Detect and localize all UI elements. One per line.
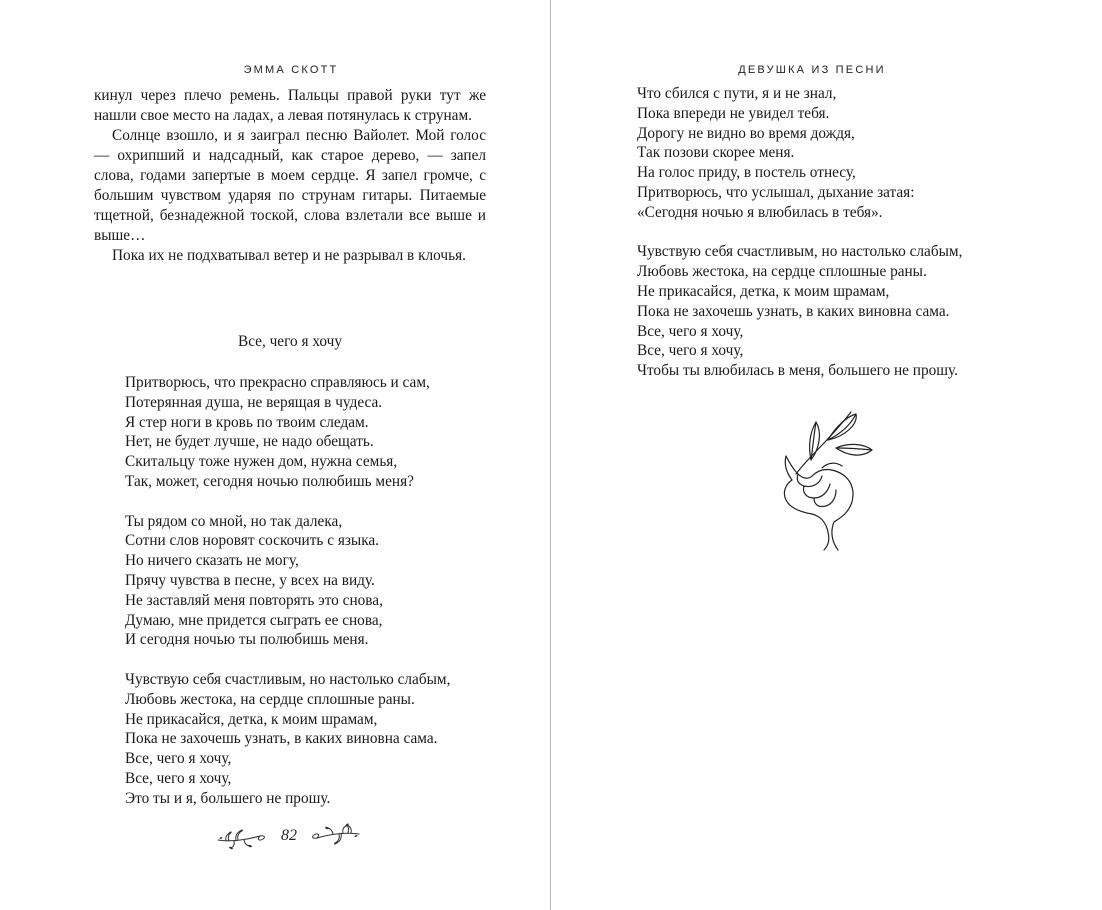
verse-line: «Сегодня ночью я влюбилась в тебя». [637,203,883,221]
verse-line: Все, чего я хочу, [637,342,744,360]
poem-left [125,373,505,828]
verse-line: Дорогу не видно во время дождя, [637,124,855,142]
verse-line: Нет, не будет лучше, не надо обещать. [125,433,374,451]
verse-line: Все, чего я хочу, [125,769,232,787]
verse-line: И сегодня ночью ты полюбишь меня. [125,631,369,649]
stanza [125,512,505,651]
verse-line: Думаю, мне придется сыграть ее снова, [125,611,383,629]
verse-line: Не прикасайся, детка, к моим шрамам, [125,710,378,728]
left-page [0,0,550,910]
verse-line: Все, чего я хочу, [637,322,744,340]
verse-line: Так позови скорее меня. [637,144,795,162]
verse-line: Не прикасайся, детка, к моим шрамам, [637,282,890,300]
poem-right [637,84,1017,401]
verse-line: Все, чего я хочу, [125,750,232,768]
verse-line: Пока не захочешь узнать, в каких виновна сама. [637,302,950,320]
paragraph: кинул через плечо ремень. Пальцы правой руки тут же нашли свое место на ладах, а левая потянулась к струнам. [94,87,486,124]
verse-line: Чувствую себя счастливым, но настолько слабым, [125,670,451,688]
running-head-title: ДЕВУШКА ИЗ ПЕСНИ [738,64,886,76]
paragraph: Солнце взошло, и я заиграл песню Вайолет. Мой голос — охрипший и надсадный, как старое дерево, — запел слова, годами запертые в моем сердце. Я запел громче, с большим чувством ударяя по струнам гитары. Питаемые тщетной, безнадежной тоской, слова взлетали все выше и выше… [94,127,486,244]
stanza [637,242,1017,381]
verse-line: Что сбился с пути, я и не знал, [637,85,837,102]
verse-line: Притворюсь, что услышал, дыхание затая: [637,183,915,201]
hand-holding-sprig-icon [756,404,876,554]
poem-title: Все, чего я хочу [238,333,342,350]
verse-line: Притворюсь, что прекрасно справляюсь и сам, [125,374,430,391]
prose-block [94,86,486,266]
verse-line: Пока не захочешь узнать, в каких виновна сама. [125,730,438,748]
verse-line: На голос приду, в постель отнесу, [637,164,856,182]
stanza [637,84,1017,223]
right-page [551,0,1102,910]
verse-line: Пока впереди не увидел тебя. [637,104,830,122]
verse-line: Так, может, сегодня ночью полюбишь меня? [125,472,414,490]
verse-line: Ты рядом со мной, но так далека, [125,512,343,530]
right-sprig-ornament-icon [309,820,361,852]
verse-line: Скитальцу тоже нужен дом, нужна семья, [125,453,398,471]
verse-line: Потерянная душа, не верящая в чудеса. [125,393,383,411]
running-head-author: ЭММА СКОТТ [243,64,339,76]
page-number: 82 [281,827,297,844]
verse-line: Прячу чувства в песне, у всех на виду. [125,571,375,589]
verse-line: Чувствую себя счастливым, но настолько слабым, [637,243,963,261]
verse-line: Чтобы ты влюбилась в меня, большего не прошу. [637,362,958,380]
verse-line: Сотни слов норовят соскочить с языка. [125,532,380,550]
verse-line: Любовь жестока, на сердце сплошные раны. [125,690,415,708]
left-sprig-ornament-icon [216,820,268,852]
page-folio [213,820,363,852]
verse-line: Но ничего сказать не могу, [125,552,299,570]
stanza [125,373,505,492]
verse-line: Я стер ноги в кровь по твоим следам. [125,413,369,431]
stanza [125,670,505,809]
verse-line: Любовь жестока, на сердце сплошные раны. [637,263,927,281]
paragraph: Пока их не подхватывал ветер и не разрывал в клочья. [112,247,466,264]
verse-line: Не заставляй меня повторять это снова, [125,591,383,609]
verse-line: Это ты и я, большего не прошу. [125,789,331,807]
